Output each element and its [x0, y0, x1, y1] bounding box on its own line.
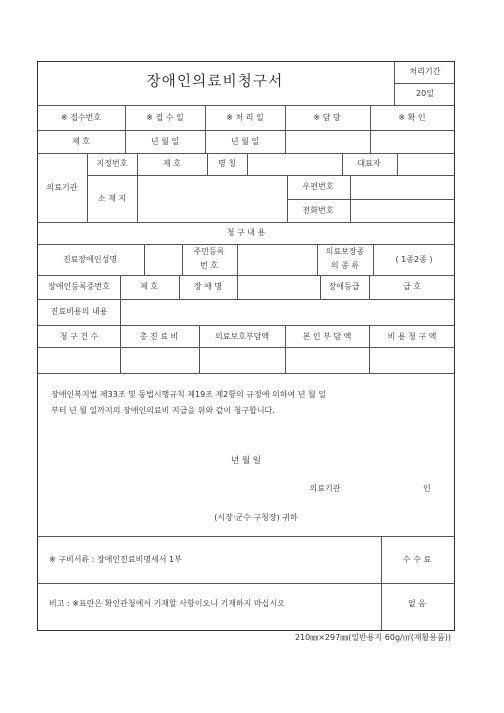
row-line — [87, 175, 455, 176]
col-line — [237, 244, 238, 275]
col-line — [369, 275, 370, 299]
col-line — [342, 153, 343, 175]
claim-form — [37, 61, 455, 631]
col-line — [285, 325, 286, 373]
attachments-note: ※ 구비서류 : 장애인진료비명세서 1부 — [49, 555, 182, 564]
form-border-bottom — [37, 630, 455, 631]
fee-value: 없 음 — [408, 599, 426, 608]
seal-mark: 인 — [423, 484, 431, 493]
form-border-right — [454, 61, 455, 631]
col-line — [120, 299, 121, 325]
col-line — [179, 275, 180, 299]
row-line — [37, 536, 455, 537]
col-line — [207, 153, 208, 175]
postal-code-label: 우편번호 — [302, 182, 334, 191]
processing-date-value: 년 월 일 — [230, 137, 260, 146]
cost-detail-label: 진료비용의 내용 — [50, 307, 108, 316]
person-in-charge-label: ※ 담 당 — [313, 113, 341, 122]
insurance-type-label: 의료보장종 — [325, 247, 365, 256]
row-line — [37, 347, 455, 348]
sign-institution-label: 의료기관 — [309, 484, 341, 493]
processing-divider — [394, 83, 455, 84]
registration-no-value: 제 호 — [140, 282, 158, 291]
col-line — [87, 153, 88, 222]
row-line — [37, 299, 455, 300]
disability-name-label: 장 애 명 — [193, 282, 223, 291]
insurance-type-value: ( 1종2종 ) — [395, 255, 433, 264]
institution-name-label: 명 칭 — [218, 159, 236, 168]
address-label: 소 재 지 — [97, 194, 127, 203]
col-line — [381, 536, 382, 630]
insurance-type-label-2: 의 종 류 — [330, 261, 360, 270]
processing-period-label: 처리기간 — [409, 67, 441, 76]
row-line — [37, 105, 455, 106]
row-line — [37, 275, 455, 276]
designation-no-label: 지정번호 — [96, 159, 128, 168]
disability-grade-label: 장애등급 — [328, 282, 360, 291]
institution-label: 의료기관 — [46, 183, 78, 192]
col-line — [199, 325, 200, 373]
col-line — [317, 244, 318, 275]
claim-section-title: 청 구 내 용 — [226, 228, 266, 237]
receipt-date-value: 년 월 일 — [150, 137, 180, 146]
processing-date-label: ※ 처 리 일 — [226, 113, 264, 122]
col-line — [370, 105, 371, 153]
recipient: (시장·군수·구청장) 귀하 — [214, 513, 298, 522]
total-cost-header: 총 진 료 비 — [139, 332, 179, 341]
row-line — [37, 222, 455, 223]
col-line — [125, 105, 126, 153]
representative-label: 대표자 — [357, 159, 381, 168]
row-line — [37, 325, 455, 326]
row-line — [37, 373, 455, 374]
col-line — [369, 325, 370, 373]
col-line — [120, 275, 121, 299]
claim-amount-header: 비 용 청 구 액 — [387, 332, 437, 341]
col-line — [120, 325, 121, 373]
col-line — [137, 153, 138, 222]
col-line — [247, 153, 248, 175]
col-line — [237, 275, 238, 299]
col-line — [285, 105, 286, 153]
resident-no-label: 주민등록 — [193, 247, 225, 256]
patient-share-header: 본 인 부 담 액 — [302, 332, 352, 341]
receipt-no-value: 제 호 — [72, 137, 90, 146]
receipt-no-label: ※ 접수번호 — [60, 113, 102, 122]
col-line — [350, 175, 351, 222]
receipt-date-label: ※ 접 수 일 — [146, 113, 184, 122]
row-line — [37, 583, 455, 584]
col-line — [182, 244, 183, 275]
form-border-left — [37, 61, 38, 631]
row-line — [37, 153, 455, 154]
statement-line-2: 부터 년 월 일까지의 장애인의료비 지급을 위와 같이 청구합니다. — [51, 406, 275, 415]
form-title: 장애인의료비청구서 — [146, 74, 284, 90]
medical-aid-share-header: 의료보호부담액 — [214, 332, 270, 341]
phone-label: 전화번호 — [302, 206, 334, 215]
resident-no-label-2: 번 호 — [200, 261, 218, 270]
remark-note: 비고 : ※표란은 확인관청에서 기재할 사항이오니 기재하지 마십시오 — [49, 599, 285, 608]
claim-count-header: 청 구 건 수 — [59, 332, 99, 341]
col-line — [144, 244, 145, 275]
col-line — [287, 175, 288, 222]
col-line — [397, 153, 398, 175]
confirm-label: ※ 확 인 — [398, 113, 426, 122]
row-line — [287, 199, 455, 200]
row-line — [37, 244, 455, 245]
disability-grade-value: 급 호 — [403, 282, 421, 291]
row-line — [37, 130, 455, 131]
registration-no-label: 장애인등록증번호 — [48, 282, 110, 291]
col-line — [320, 275, 321, 299]
paper-spec-footnote: 210㎜×297㎜(일반용지 60g/㎡(재활용품)) — [294, 633, 451, 642]
form-border-top — [37, 61, 455, 62]
col-line — [205, 105, 206, 153]
patient-name-label: 진료장애인성명 — [62, 255, 118, 264]
claim-date: 년 월 일 — [230, 456, 262, 466]
processing-period-value: 20일 — [416, 89, 434, 98]
designation-no-value: 제 호 — [163, 159, 181, 168]
statement-line-1: 장애인복지법 제33조 및 동법시행규칙 제19조 제2항의 규정에 의하여 년 월 일 — [51, 390, 326, 399]
col-line — [373, 244, 374, 275]
fee-label: 수 수 료 — [402, 555, 432, 564]
